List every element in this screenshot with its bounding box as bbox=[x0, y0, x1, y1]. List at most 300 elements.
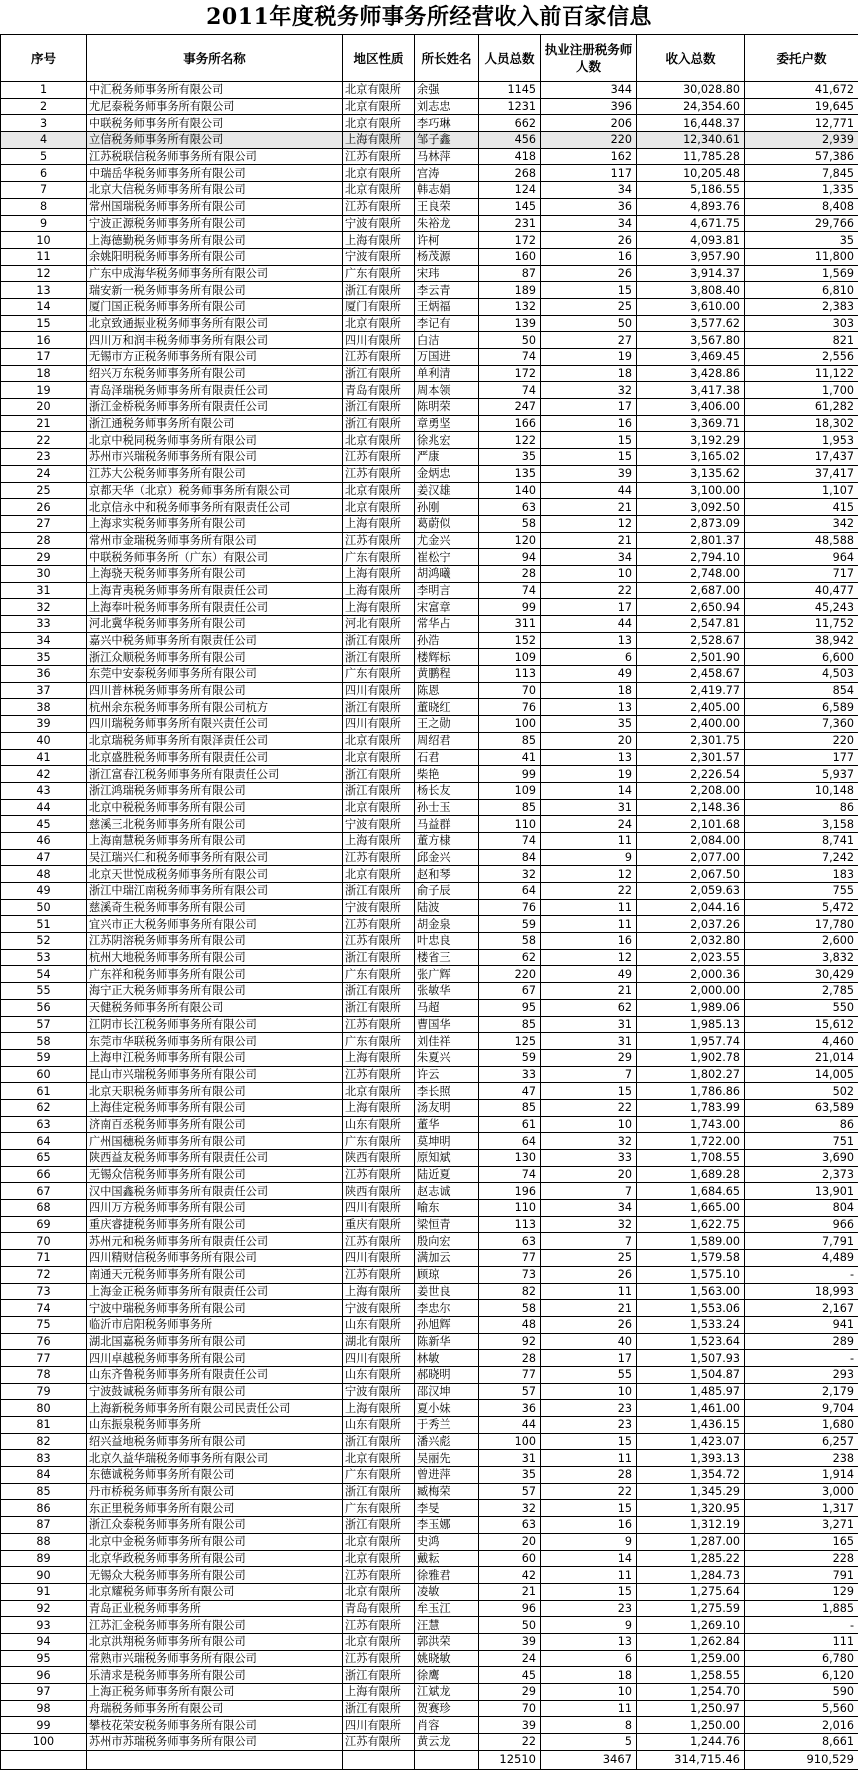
cell-index: 22 bbox=[1, 432, 87, 449]
cell-region-type: 江苏有限所 bbox=[343, 1166, 415, 1183]
cell-client-count: 19,645 bbox=[745, 98, 858, 115]
cell-licensed-agents: 6 bbox=[541, 649, 637, 666]
revenue-table bbox=[0, 34, 858, 1770]
cell-director: 喻东 bbox=[415, 1200, 479, 1217]
table-header-row bbox=[1, 35, 858, 82]
cell-client-count: 4,489 bbox=[745, 1250, 858, 1267]
cell-region-type: 宁波有限所 bbox=[343, 248, 415, 265]
cell-staff-total: 58 bbox=[479, 1300, 541, 1317]
cell-revenue-total: 1,244.76 bbox=[637, 1734, 745, 1751]
cell-index: 24 bbox=[1, 465, 87, 482]
cell-region-type: 厦门有限所 bbox=[343, 298, 415, 315]
cell-director: 李旻 bbox=[415, 1500, 479, 1517]
cell-index: 46 bbox=[1, 832, 87, 849]
table-row bbox=[1, 716, 858, 733]
cell-client-count: 502 bbox=[745, 1083, 858, 1100]
cell-revenue-total: 1,553.06 bbox=[637, 1300, 745, 1317]
cell-firm-name: 浙江中瑞江南税务师事务所有限公司 bbox=[87, 883, 343, 900]
cell-client-count: 228 bbox=[745, 1550, 858, 1567]
cell-region-type: 上海有限所 bbox=[343, 582, 415, 599]
cell-director: 单利清 bbox=[415, 365, 479, 382]
cell-staff-total: 35 bbox=[479, 449, 541, 466]
cell-revenue-total: 1,284.73 bbox=[637, 1567, 745, 1584]
cell-region-type: 山东有限所 bbox=[343, 1116, 415, 1133]
cell-staff-total: 74 bbox=[479, 832, 541, 849]
cell-revenue-total: 1,423.07 bbox=[637, 1433, 745, 1450]
cell-licensed-agents: 13 bbox=[541, 749, 637, 766]
cell-director: 金炳忠 bbox=[415, 465, 479, 482]
total-revenue-total: 314,715.46 bbox=[637, 1750, 745, 1769]
cell-licensed-agents: 396 bbox=[541, 98, 637, 115]
cell-director: 章勇坚 bbox=[415, 415, 479, 432]
cell-director: 李忠尔 bbox=[415, 1300, 479, 1317]
cell-licensed-agents: 13 bbox=[541, 699, 637, 716]
cell-director: 郭洪荣 bbox=[415, 1633, 479, 1650]
cell-client-count: 6,600 bbox=[745, 649, 858, 666]
cell-revenue-total: 1,684.65 bbox=[637, 1183, 745, 1200]
cell-index: 65 bbox=[1, 1150, 87, 1167]
cell-index: 55 bbox=[1, 983, 87, 1000]
cell-client-count: 964 bbox=[745, 549, 858, 566]
table-row bbox=[1, 1700, 858, 1717]
cell-staff-total: 140 bbox=[479, 482, 541, 499]
cell-firm-name: 苏州元和税务师事务所有限责任公司 bbox=[87, 1233, 343, 1250]
cell-client-count: 4,503 bbox=[745, 666, 858, 683]
cell-firm-name: 湖北国嘉税务师事务所有限公司 bbox=[87, 1333, 343, 1350]
cell-index: 93 bbox=[1, 1617, 87, 1634]
cell-index: 36 bbox=[1, 666, 87, 683]
table-row bbox=[1, 966, 858, 983]
cell-director: 叶忠良 bbox=[415, 933, 479, 950]
cell-index: 18 bbox=[1, 365, 87, 382]
cell-firm-name: 天健税务师事务所有限公司 bbox=[87, 999, 343, 1016]
cell-region-type: 江苏有限所 bbox=[343, 933, 415, 950]
cell-licensed-agents: 21 bbox=[541, 983, 637, 1000]
cell-region-type: 北京有限所 bbox=[343, 82, 415, 99]
table-row bbox=[1, 1300, 858, 1317]
cell-staff-total: 74 bbox=[479, 382, 541, 399]
cell-client-count: 3,832 bbox=[745, 949, 858, 966]
cell-licensed-agents: 10 bbox=[541, 565, 637, 582]
cell-revenue-total: 1,708.55 bbox=[637, 1150, 745, 1167]
cell-licensed-agents: 24 bbox=[541, 816, 637, 833]
cell-region-type: 北京有限所 bbox=[343, 732, 415, 749]
cell-firm-name: 无锡众大税务师事务所有限公司 bbox=[87, 1567, 343, 1584]
cell-revenue-total: 1,957.74 bbox=[637, 1033, 745, 1050]
cell-licensed-agents: 16 bbox=[541, 1517, 637, 1534]
cell-client-count: 21,014 bbox=[745, 1049, 858, 1066]
cell-director: 胡金泉 bbox=[415, 916, 479, 933]
cell-staff-total: 70 bbox=[479, 1700, 541, 1717]
cell-region-type: 山东有限所 bbox=[343, 1366, 415, 1383]
cell-staff-total: 1231 bbox=[479, 98, 541, 115]
cell-firm-name: 中联税务师事务所有限公司 bbox=[87, 115, 343, 132]
table-row bbox=[1, 849, 858, 866]
cell-index: 15 bbox=[1, 315, 87, 332]
cell-region-type: 江苏有限所 bbox=[343, 1266, 415, 1283]
cell-revenue-total: 2,023.55 bbox=[637, 949, 745, 966]
cell-licensed-agents: 12 bbox=[541, 515, 637, 532]
cell-director: 楼省三 bbox=[415, 949, 479, 966]
table-row bbox=[1, 1433, 858, 1450]
cell-region-type: 四川有限所 bbox=[343, 716, 415, 733]
cell-client-count: 177 bbox=[745, 749, 858, 766]
cell-licensed-agents: 8 bbox=[541, 1717, 637, 1734]
cell-licensed-agents: 12 bbox=[541, 949, 637, 966]
cell-client-count: 13,901 bbox=[745, 1183, 858, 1200]
cell-firm-name: 东莞中安泰税务师事务所有限公司 bbox=[87, 666, 343, 683]
table-row bbox=[1, 415, 858, 432]
table-row bbox=[1, 1450, 858, 1467]
cell-revenue-total: 3,808.40 bbox=[637, 282, 745, 299]
cell-revenue-total: 1,320.95 bbox=[637, 1500, 745, 1517]
cell-index: 28 bbox=[1, 532, 87, 549]
cell-director: 姜世良 bbox=[415, 1283, 479, 1300]
cell-firm-name: 四川万方税务师事务所有限公司 bbox=[87, 1200, 343, 1217]
cell-firm-name: 尤尼泰税务师事务所有限公司 bbox=[87, 98, 343, 115]
cell-staff-total: 85 bbox=[479, 799, 541, 816]
cell-region-type: 江苏有限所 bbox=[343, 916, 415, 933]
cell-revenue-total: 1,802.27 bbox=[637, 1066, 745, 1083]
cell-client-count: 303 bbox=[745, 315, 858, 332]
cell-director: 杨长友 bbox=[415, 782, 479, 799]
cell-director: 凌敏 bbox=[415, 1583, 479, 1600]
cell-licensed-agents: 5 bbox=[541, 1734, 637, 1751]
cell-index: 21 bbox=[1, 415, 87, 432]
cell-staff-total: 70 bbox=[479, 682, 541, 699]
cell-revenue-total: 2,084.00 bbox=[637, 832, 745, 849]
cell-revenue-total: 3,406.00 bbox=[637, 399, 745, 416]
cell-staff-total: 160 bbox=[479, 248, 541, 265]
total-index bbox=[1, 1750, 87, 1769]
cell-staff-total: 39 bbox=[479, 1633, 541, 1650]
cell-revenue-total: 2,000.00 bbox=[637, 983, 745, 1000]
cell-firm-name: 苏州市苏瑞税务师事务所有限公司 bbox=[87, 1734, 343, 1751]
cell-licensed-agents: 11 bbox=[541, 1283, 637, 1300]
cell-revenue-total: 2,301.75 bbox=[637, 732, 745, 749]
cell-licensed-agents: 162 bbox=[541, 148, 637, 165]
cell-staff-total: 85 bbox=[479, 732, 541, 749]
table-row bbox=[1, 632, 858, 649]
cell-client-count: 755 bbox=[745, 883, 858, 900]
table-body bbox=[1, 82, 858, 1770]
cell-index: 72 bbox=[1, 1266, 87, 1283]
cell-revenue-total: 1,989.06 bbox=[637, 999, 745, 1016]
cell-client-count: 2,167 bbox=[745, 1300, 858, 1317]
cell-director: 徐兆宏 bbox=[415, 432, 479, 449]
table-row bbox=[1, 1200, 858, 1217]
cell-client-count: 717 bbox=[745, 565, 858, 582]
cell-index: 71 bbox=[1, 1250, 87, 1267]
cell-region-type: 广东有限所 bbox=[343, 666, 415, 683]
table-row bbox=[1, 816, 858, 833]
cell-client-count: 3,000 bbox=[745, 1483, 858, 1500]
cell-staff-total: 220 bbox=[479, 966, 541, 983]
cell-staff-total: 48 bbox=[479, 1316, 541, 1333]
cell-firm-name: 北京天世悦成税务师事务所有限公司 bbox=[87, 866, 343, 883]
cell-region-type: 浙江有限所 bbox=[343, 649, 415, 666]
cell-staff-total: 139 bbox=[479, 315, 541, 332]
cell-index: 10 bbox=[1, 232, 87, 249]
table-row bbox=[1, 1266, 858, 1283]
cell-licensed-agents: 206 bbox=[541, 115, 637, 132]
cell-index: 86 bbox=[1, 1500, 87, 1517]
cell-index: 94 bbox=[1, 1633, 87, 1650]
cell-licensed-agents: 15 bbox=[541, 1500, 637, 1517]
cell-revenue-total: 2,794.10 bbox=[637, 549, 745, 566]
table-row bbox=[1, 265, 858, 282]
cell-staff-total: 63 bbox=[479, 499, 541, 516]
cell-revenue-total: 2,687.00 bbox=[637, 582, 745, 599]
cell-licensed-agents: 35 bbox=[541, 716, 637, 733]
cell-staff-total: 32 bbox=[479, 1500, 541, 1517]
cell-index: 56 bbox=[1, 999, 87, 1016]
cell-region-type: 江苏有限所 bbox=[343, 148, 415, 165]
cell-firm-name: 陕西益友税务师事务所有限责任公司 bbox=[87, 1150, 343, 1167]
cell-region-type: 江苏有限所 bbox=[343, 1734, 415, 1751]
cell-region-type: 广东有限所 bbox=[343, 265, 415, 282]
cell-region-type: 北京有限所 bbox=[343, 98, 415, 115]
cell-staff-total: 418 bbox=[479, 148, 541, 165]
cell-index: 20 bbox=[1, 399, 87, 416]
header-firm-name: 事务所名称 bbox=[87, 35, 343, 82]
cell-staff-total: 22 bbox=[479, 1734, 541, 1751]
table-row bbox=[1, 899, 858, 916]
cell-firm-name: 厦门国正税务师事务所有限公司 bbox=[87, 298, 343, 315]
cell-licensed-agents: 17 bbox=[541, 599, 637, 616]
table-row bbox=[1, 1583, 858, 1600]
cell-director: 许柯 bbox=[415, 232, 479, 249]
cell-region-type: 北京有限所 bbox=[343, 1633, 415, 1650]
cell-client-count: 293 bbox=[745, 1366, 858, 1383]
cell-firm-name: 攀枝花荣安税务师事务所有限公司 bbox=[87, 1717, 343, 1734]
table-row bbox=[1, 766, 858, 783]
cell-region-type: 北京有限所 bbox=[343, 749, 415, 766]
table-row bbox=[1, 682, 858, 699]
cell-licensed-agents: 15 bbox=[541, 432, 637, 449]
table-row bbox=[1, 732, 858, 749]
cell-director: 于秀兰 bbox=[415, 1417, 479, 1434]
cell-region-type: 浙江有限所 bbox=[343, 1483, 415, 1500]
cell-director: 万国进 bbox=[415, 349, 479, 366]
cell-client-count: 5,560 bbox=[745, 1700, 858, 1717]
cell-index: 67 bbox=[1, 1183, 87, 1200]
cell-licensed-agents: 32 bbox=[541, 1216, 637, 1233]
cell-client-count: 4,460 bbox=[745, 1033, 858, 1050]
cell-firm-name: 上海佳定税务师事务所有限公司 bbox=[87, 1099, 343, 1116]
cell-licensed-agents: 16 bbox=[541, 248, 637, 265]
cell-revenue-total: 1,689.28 bbox=[637, 1166, 745, 1183]
cell-revenue-total: 3,567.80 bbox=[637, 332, 745, 349]
cell-firm-name: 北京中税税务师事务所有限公司 bbox=[87, 799, 343, 816]
cell-revenue-total: 1,504.87 bbox=[637, 1366, 745, 1383]
cell-staff-total: 35 bbox=[479, 1467, 541, 1484]
cell-licensed-agents: 15 bbox=[541, 1583, 637, 1600]
cell-staff-total: 1145 bbox=[479, 82, 541, 99]
cell-staff-total: 63 bbox=[479, 1233, 541, 1250]
cell-index: 7 bbox=[1, 182, 87, 199]
cell-revenue-total: 2,405.00 bbox=[637, 699, 745, 716]
cell-licensed-agents: 7 bbox=[541, 1066, 637, 1083]
cell-revenue-total: 2,044.16 bbox=[637, 899, 745, 916]
cell-region-type: 上海有限所 bbox=[343, 515, 415, 532]
cell-licensed-agents: 22 bbox=[541, 1099, 637, 1116]
cell-revenue-total: 1,507.93 bbox=[637, 1350, 745, 1367]
cell-region-type: 湖北有限所 bbox=[343, 1333, 415, 1350]
cell-revenue-total: 2,032.80 bbox=[637, 933, 745, 950]
cell-staff-total: 44 bbox=[479, 1417, 541, 1434]
cell-licensed-agents: 49 bbox=[541, 666, 637, 683]
cell-firm-name: 上海金正税务师事务所有限责任公司 bbox=[87, 1283, 343, 1300]
cell-staff-total: 125 bbox=[479, 1033, 541, 1050]
cell-region-type: 广东有限所 bbox=[343, 966, 415, 983]
cell-index: 23 bbox=[1, 449, 87, 466]
cell-region-type: 北京有限所 bbox=[343, 1550, 415, 1567]
table-row bbox=[1, 832, 858, 849]
cell-index: 49 bbox=[1, 883, 87, 900]
cell-staff-total: 41 bbox=[479, 749, 541, 766]
cell-index: 47 bbox=[1, 849, 87, 866]
cell-index: 3 bbox=[1, 115, 87, 132]
cell-index: 68 bbox=[1, 1200, 87, 1217]
cell-licensed-agents: 39 bbox=[541, 465, 637, 482]
table-row bbox=[1, 983, 858, 1000]
cell-staff-total: 85 bbox=[479, 1099, 541, 1116]
cell-region-type: 宁波有限所 bbox=[343, 816, 415, 833]
cell-director: 赵和琴 bbox=[415, 866, 479, 883]
cell-client-count: 941 bbox=[745, 1316, 858, 1333]
cell-staff-total: 96 bbox=[479, 1600, 541, 1617]
table-row bbox=[1, 399, 858, 416]
table-row bbox=[1, 799, 858, 816]
cell-staff-total: 47 bbox=[479, 1083, 541, 1100]
cell-director: 葛蔚似 bbox=[415, 515, 479, 532]
cell-firm-name: 中瑞岳华税务师事务所有限公司 bbox=[87, 165, 343, 182]
cell-licensed-agents: 11 bbox=[541, 899, 637, 916]
cell-region-type: 四川有限所 bbox=[343, 682, 415, 699]
cell-licensed-agents: 15 bbox=[541, 1083, 637, 1100]
cell-client-count: 8,408 bbox=[745, 198, 858, 215]
cell-firm-name: 北京信永中和税务师事务所有限责任公司 bbox=[87, 499, 343, 516]
cell-region-type: 北京有限所 bbox=[343, 165, 415, 182]
cell-director: 宫涛 bbox=[415, 165, 479, 182]
cell-region-type: 北京有限所 bbox=[343, 866, 415, 883]
cell-staff-total: 113 bbox=[479, 1216, 541, 1233]
cell-client-count: 17,780 bbox=[745, 916, 858, 933]
cell-revenue-total: 1,345.29 bbox=[637, 1483, 745, 1500]
cell-revenue-total: 1,436.15 bbox=[637, 1417, 745, 1434]
cell-revenue-total: 1,312.19 bbox=[637, 1517, 745, 1534]
cell-director: 吴丽先 bbox=[415, 1450, 479, 1467]
table-row bbox=[1, 1183, 858, 1200]
cell-revenue-total: 3,192.29 bbox=[637, 432, 745, 449]
cell-director: 贺赛珍 bbox=[415, 1700, 479, 1717]
cell-index: 19 bbox=[1, 382, 87, 399]
cell-firm-name: 无锡市方正税务师事务所有限公司 bbox=[87, 349, 343, 366]
cell-director: 周本领 bbox=[415, 382, 479, 399]
cell-firm-name: 四川精财信税务师事务所有限公司 bbox=[87, 1250, 343, 1267]
table-row bbox=[1, 365, 858, 382]
table-row bbox=[1, 1517, 858, 1534]
cell-index: 1 bbox=[1, 82, 87, 99]
cell-revenue-total: 2,501.90 bbox=[637, 649, 745, 666]
cell-firm-name: 乐清求是税务师事务所有限公司 bbox=[87, 1667, 343, 1684]
cell-client-count: 2,556 bbox=[745, 349, 858, 366]
cell-client-count: 8,741 bbox=[745, 832, 858, 849]
cell-index: 58 bbox=[1, 1033, 87, 1050]
cell-index: 40 bbox=[1, 732, 87, 749]
cell-client-count: - bbox=[745, 1617, 858, 1634]
cell-index: 11 bbox=[1, 248, 87, 265]
cell-client-count: 1,569 bbox=[745, 265, 858, 282]
cell-client-count: 86 bbox=[745, 799, 858, 816]
cell-director: 李长照 bbox=[415, 1083, 479, 1100]
cell-index: 74 bbox=[1, 1300, 87, 1317]
cell-licensed-agents: 26 bbox=[541, 265, 637, 282]
cell-staff-total: 92 bbox=[479, 1333, 541, 1350]
cell-staff-total: 58 bbox=[479, 515, 541, 532]
total-director bbox=[415, 1750, 479, 1769]
table-row bbox=[1, 1717, 858, 1734]
cell-region-type: 浙江有限所 bbox=[343, 1433, 415, 1450]
cell-region-type: 广东有限所 bbox=[343, 1033, 415, 1050]
cell-region-type: 北京有限所 bbox=[343, 115, 415, 132]
cell-region-type: 浙江有限所 bbox=[343, 415, 415, 432]
cell-staff-total: 122 bbox=[479, 432, 541, 449]
cell-licensed-agents: 117 bbox=[541, 165, 637, 182]
cell-region-type: 浙江有限所 bbox=[343, 399, 415, 416]
cell-staff-total: 58 bbox=[479, 933, 541, 950]
cell-index: 87 bbox=[1, 1517, 87, 1534]
cell-region-type: 重庆有限所 bbox=[343, 1216, 415, 1233]
cell-director: 李云青 bbox=[415, 282, 479, 299]
table-row bbox=[1, 98, 858, 115]
cell-revenue-total: 2,458.67 bbox=[637, 666, 745, 683]
cell-licensed-agents: 19 bbox=[541, 349, 637, 366]
cell-revenue-total: 1,275.59 bbox=[637, 1600, 745, 1617]
cell-firm-name: 余姚阳明税务师事务所有限公司 bbox=[87, 248, 343, 265]
cell-director: 董华 bbox=[415, 1116, 479, 1133]
cell-licensed-agents: 29 bbox=[541, 1049, 637, 1066]
cell-client-count: 2,383 bbox=[745, 298, 858, 315]
cell-director: 张敏华 bbox=[415, 983, 479, 1000]
cell-revenue-total: 10,205.48 bbox=[637, 165, 745, 182]
cell-firm-name: 北京华政税务师事务所有限公司 bbox=[87, 1550, 343, 1567]
cell-firm-name: 上海德勤税务师事务所有限公司 bbox=[87, 232, 343, 249]
cell-staff-total: 99 bbox=[479, 599, 541, 616]
cell-index: 30 bbox=[1, 565, 87, 582]
cell-director: 牟玉江 bbox=[415, 1600, 479, 1617]
cell-revenue-total: 16,448.37 bbox=[637, 115, 745, 132]
totals-row bbox=[1, 1750, 858, 1769]
cell-index: 33 bbox=[1, 616, 87, 633]
cell-licensed-agents: 9 bbox=[541, 1617, 637, 1634]
cell-staff-total: 172 bbox=[479, 365, 541, 382]
cell-firm-name: 北京洪翔税务师事务所有限公司 bbox=[87, 1633, 343, 1650]
cell-firm-name: 浙江众泰税务师事务所有限公司 bbox=[87, 1517, 343, 1534]
cell-director: 马超 bbox=[415, 999, 479, 1016]
cell-director: 潘兴彪 bbox=[415, 1433, 479, 1450]
cell-revenue-total: 1,485.97 bbox=[637, 1383, 745, 1400]
cell-firm-name: 江苏阴溶税务师事务所有限公司 bbox=[87, 933, 343, 950]
cell-revenue-total: 2,873.09 bbox=[637, 515, 745, 532]
cell-staff-total: 85 bbox=[479, 1016, 541, 1033]
cell-revenue-total: 1,575.10 bbox=[637, 1266, 745, 1283]
cell-region-type: 上海有限所 bbox=[343, 132, 415, 149]
cell-client-count: 1,680 bbox=[745, 1417, 858, 1434]
cell-staff-total: 95 bbox=[479, 999, 541, 1016]
cell-index: 35 bbox=[1, 649, 87, 666]
